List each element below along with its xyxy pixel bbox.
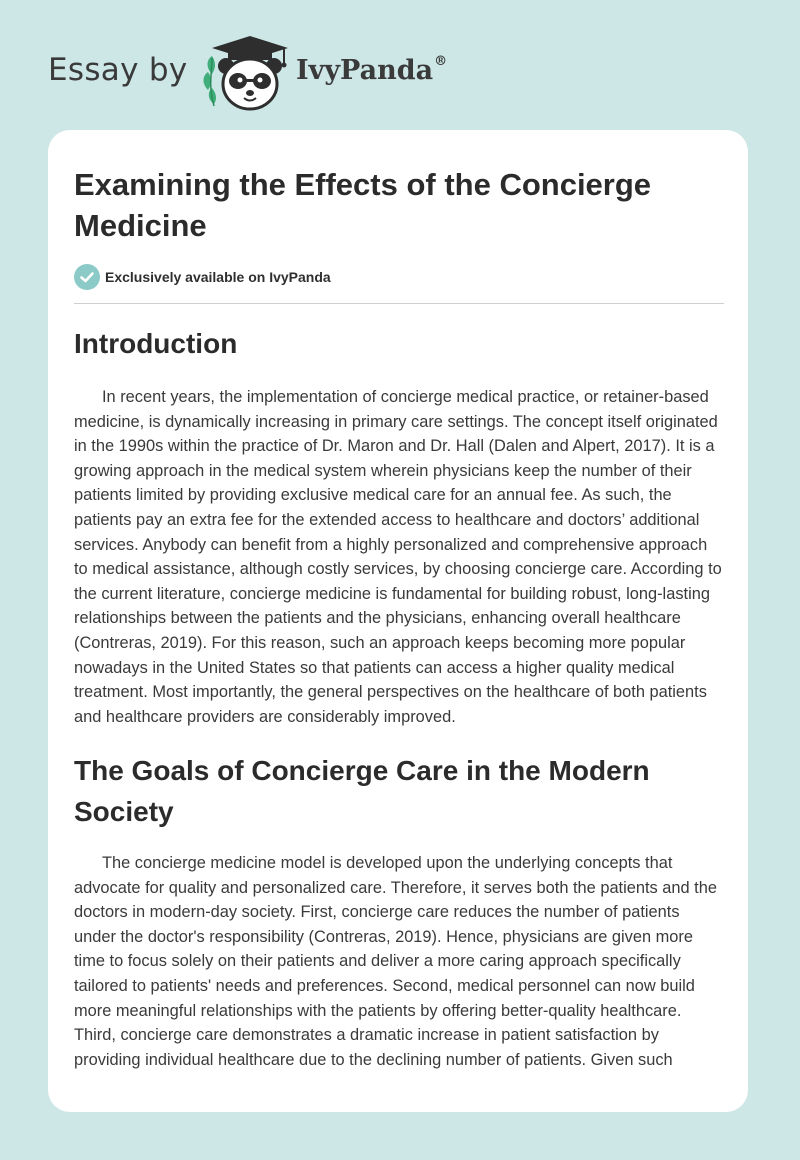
page-title: Examining the Effects of the Concierge Medicine: [74, 167, 652, 243]
site-header: [0, 0, 800, 130]
section-paragraph-goals: The concierge medicine model is developed upon the underlying concepts that advocate for quality and personalized care. Therefore, it serves both the patients and the doctors in modern-day society. First, concierge care reduces the number of patients under the doctor's responsibility (Contreras, 2019). Hence, physicians are given more time to focus solely on their patients and deliver a more caring approach specifically tailored to patients' needs and preferences. Second, medical personnel can now build more meaningful relationships with the patients by offering better-quality healthcare. Third, concierge care demonstrates a dramatic increase in patient satisfaction by providing individual healthcare due to the declining number of patients. Given such: [74, 854, 717, 1069]
section-paragraph-introduction: In recent years, the implementation of concierge medical practice, or retainer-based medicine, is dynamically increasing in primary care settings. The concept itself originated in the 1990s within the practice of Dr. Maron and Dr. Hall (Dalen and Alpert, 2017). It is a growing approach in the medical system wherein physicians keep the number of their patients limited by providing exclusive medical care for an annual fee. As such, the patients pay an extra fee for the extended access to healthcare and doctors’ additional services. Anybody can benefit from a highly personalized and comprehensive approach to medical assistance, although costly services, by choosing concierge care. According to the current literature, concierge medicine is fundamental for building robust, long-lasting relationships between the patients and the physicians, enhancing overall healthcare (Contreras, 2019). For this reason, such an approach keeps becoming more popular nowadays in the United States so that patients can access a higher quality medical treatment. Most importantly, the general perspectives on the healthcare of both patients and healthcare providers are considerably improved.: [74, 388, 722, 726]
panda-logo-icon[interactable]: [198, 34, 294, 114]
brand-name[interactable]: [296, 55, 447, 86]
brand-text: IvyPanda: [296, 55, 434, 86]
section-heading-goals: The Goals of Concierge Care in the Modern Society: [74, 755, 650, 827]
check-circle-icon: [74, 264, 100, 290]
divider: [74, 303, 724, 304]
exclusive-badge-label: Exclusively available on IvyPanda: [105, 269, 331, 285]
registered-mark: ®: [434, 54, 448, 69]
essay-card: [48, 130, 748, 1112]
essay-by-label: Essay by: [48, 52, 188, 88]
section-heading-introduction: Introduction: [74, 328, 238, 359]
exclusive-badge: [74, 264, 724, 290]
